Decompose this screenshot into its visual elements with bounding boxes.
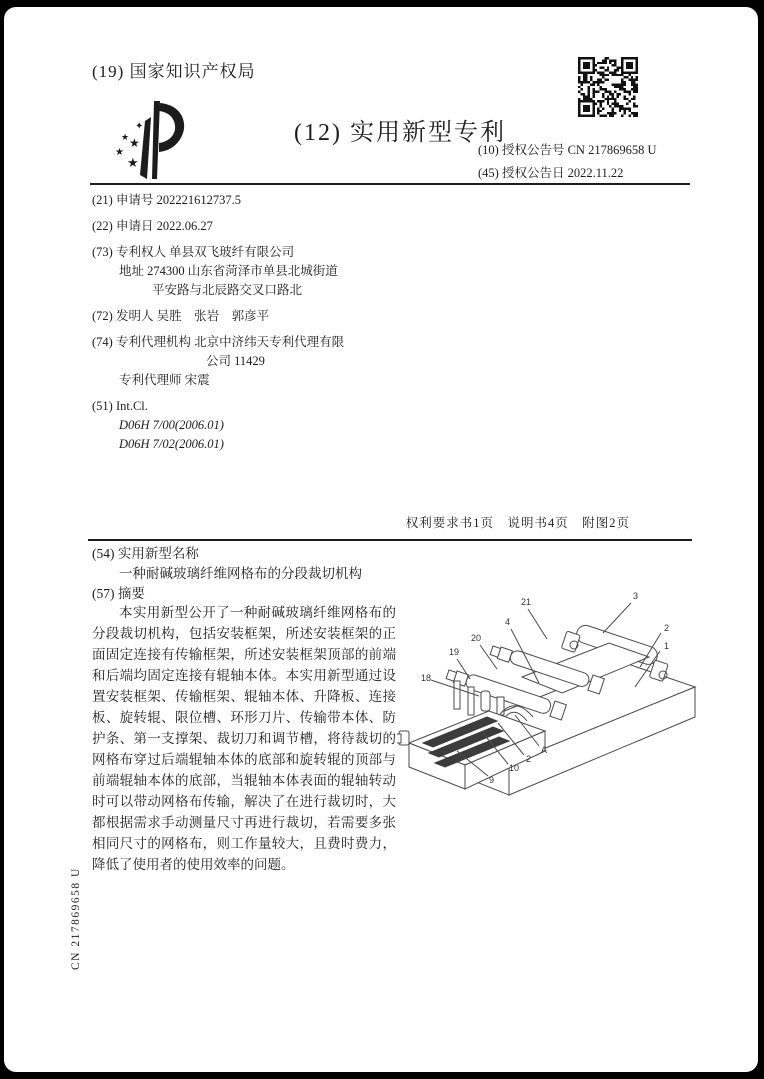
invention-title: 一种耐碱玻璃纤维网格布的分段裁切机构 <box>119 566 362 581</box>
cnipa-logo <box>107 95 195 185</box>
qr-code <box>578 57 638 121</box>
abstract-section-label: (57) 摘要 <box>92 586 145 601</box>
agent-line: 专利代理师 宋震 <box>119 373 210 387</box>
agency-line1: (74) 专利代理机构 北京中济纬天专利代理有限 <box>92 335 345 349</box>
patent-sheet <box>4 7 758 1072</box>
figure-callout-label: 20 <box>471 633 482 643</box>
figure-leader-line <box>603 603 631 633</box>
patentee-line: (73) 专利权人 单县双飞玻纤有限公司 <box>92 245 295 259</box>
figure-callout-label: 21 <box>521 597 532 607</box>
figure-leader-line <box>528 609 547 639</box>
patent-drawing <box>397 565 703 815</box>
figure-callout-label: 19 <box>449 647 460 657</box>
intcl-label: (51) Int.Cl. <box>92 399 148 413</box>
intcl-class-1: D06H 7/00(2006.01) <box>119 418 224 432</box>
publication-number-line: (10) 授权公告号 CN 217869658 U <box>478 143 657 157</box>
abstract-text: 本实用新型公开了一种耐碱玻璃纤维网格布的分段裁切机构，包括安装框架，所述安装框架的正面固定连接有传输框架，所述安装框架顶部的前端和后端均固定连接有辊轴本体。本实用新型通过设置安装框架、传输框架、辊轴本体、升降板、连接板、旋转辊、限位槽、环形刀片、传输带本体、防护条、第一支撑架、裁切刀和调节槽，将待裁切的网格布穿过后端辊轴本体的底部和旋转辊的顶部与前端辊轴本体的底部，当辊轴本体表面的辊轴转动时可以带动网格布传输，解决了在进行裁切时，大都根据需求手动测量尺寸再进行裁切，若需要多张相同尺寸的网格布，则工作量较大，且费时费力，降低了使用者的使用效率的问题。 <box>92 605 396 872</box>
application-number: (21) 申请号 202221612737.5 <box>92 193 241 207</box>
svg-text:★: ★ <box>127 155 139 170</box>
pages-info-line: 权利要求书1页 说明书4页 附图2页 <box>405 516 630 530</box>
patentee-address-line2: 平安路与北辰路交叉口路北 <box>152 283 303 297</box>
header-divider <box>90 183 690 185</box>
side-publication-code: CN 217869658 U <box>70 867 82 970</box>
svg-text:✦: ✦ <box>135 121 144 132</box>
svg-text:★: ★ <box>129 136 140 150</box>
publication-date-line: (45) 授权公告日 2022.11.22 <box>478 166 624 180</box>
title-section-label: (54) 实用新型名称 <box>92 546 199 561</box>
figure-callout-label: 1 <box>664 641 670 651</box>
document-type-title: (12) 实用新型专利 <box>294 120 506 146</box>
svg-text:★: ★ <box>121 132 130 142</box>
patentee-address-line1: 地址 274300 山东省菏泽市单县北城街道 <box>119 264 338 278</box>
application-date: (22) 申请日 2022.06.27 <box>92 219 213 233</box>
inventors-line: (72) 发明人 吴胜 张岩 郭彦平 <box>92 309 270 323</box>
figure-callout-label: 2 <box>664 623 670 633</box>
figure-callout-label: 2 <box>526 754 532 764</box>
figure-callout-label: A <box>541 745 548 755</box>
figure-callout-label: 3 <box>633 591 639 601</box>
figure-callout-label: 10 <box>509 763 520 773</box>
figure-callout-label: 4 <box>505 617 511 627</box>
title-section <box>92 544 422 604</box>
svg-text:★: ★ <box>115 147 124 158</box>
bibliographic-block <box>92 191 422 454</box>
patent-office-line: (19) 国家知识产权局 <box>92 62 256 81</box>
cnipa-logo-graphic <box>107 95 195 185</box>
figure-callout-label: 9 <box>489 775 495 785</box>
figure-callout-label: 18 <box>421 673 432 683</box>
section-divider <box>88 539 692 541</box>
agency-line2: 公司 11429 <box>206 354 265 368</box>
intcl-class-2: D06H 7/02(2006.01) <box>119 437 224 451</box>
